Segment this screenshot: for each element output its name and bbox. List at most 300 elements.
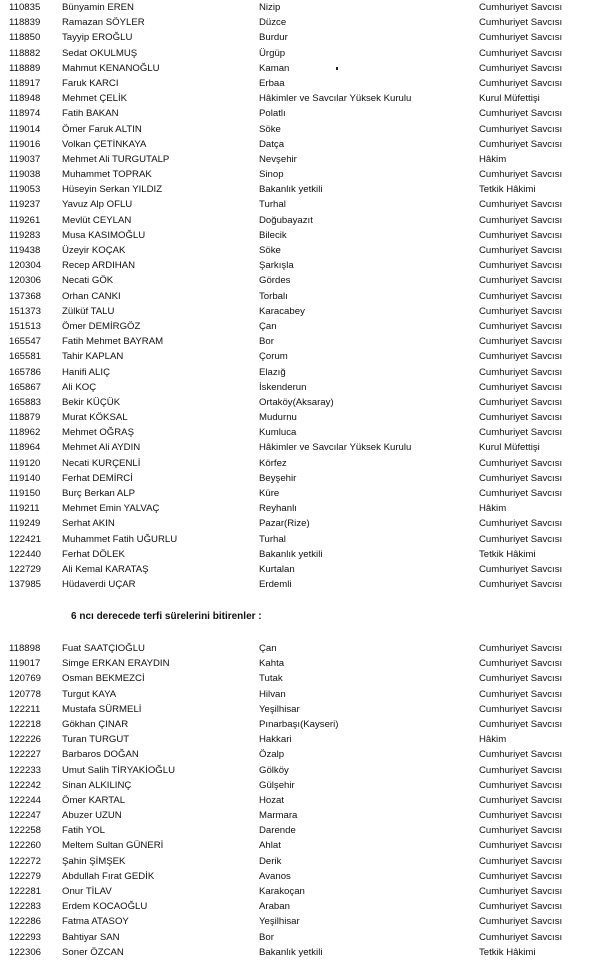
appointment-table-2 — [0, 641, 600, 960]
position-title: Cumhuriyet Savcısı — [479, 779, 563, 791]
record-id: 122283 — [9, 901, 42, 913]
table-row — [0, 137, 600, 152]
table-row — [0, 15, 600, 30]
record-id: 122421 — [9, 533, 42, 545]
assignment-place: Ürgüp — [259, 47, 286, 59]
person-name: Umut Salih TİRYAKİOĞLU — [62, 764, 176, 776]
record-id: 122233 — [9, 764, 42, 776]
assignment-place: Bor — [259, 931, 274, 943]
assignment-place: Turhal — [259, 199, 286, 211]
record-id: 122272 — [9, 855, 42, 867]
assignment-place: Ortaköy(Aksaray) — [259, 396, 334, 408]
position-title: Cumhuriyet Savcısı — [479, 870, 563, 882]
table-row — [0, 349, 600, 364]
assignment-place: Düzce — [259, 17, 287, 29]
person-name: Bekir KÜÇÜK — [62, 396, 121, 408]
record-id: 119283 — [9, 229, 41, 241]
assignment-place: Doğubayazıt — [259, 214, 313, 226]
record-id: 122281 — [9, 886, 42, 897]
table-row — [0, 687, 600, 702]
record-id: 118839 — [9, 17, 41, 29]
person-name: Ömer Faruk ALTIN — [62, 123, 142, 135]
position-title: Cumhuriyet Savcısı — [479, 533, 563, 545]
assignment-place: İskenderun — [259, 381, 307, 393]
person-name: Soner ÖZCAN — [62, 946, 124, 958]
position-title: Cumhuriyet Savcısı — [479, 488, 563, 499]
record-id: 119014 — [9, 123, 41, 135]
assignment-place: Küre — [259, 488, 280, 499]
assignment-place: Bakanlık yetkili — [259, 946, 323, 958]
record-id: 122729 — [9, 563, 42, 575]
table-row — [0, 869, 600, 884]
person-name: Sedat OKULMUŞ — [62, 47, 138, 59]
position-title: Cumhuriyet Savcısı — [479, 901, 563, 913]
person-name: Fatih YOL — [62, 825, 106, 837]
assignment-place: Hozat — [259, 794, 285, 806]
table-row — [0, 930, 600, 945]
assignment-place: Gülşehir — [259, 779, 295, 791]
table-row — [0, 899, 600, 914]
position-title: Cumhuriyet Savcısı — [479, 320, 563, 332]
record-id: 165883 — [9, 396, 42, 408]
position-title: Cumhuriyet Savcısı — [479, 916, 563, 928]
record-id: 122218 — [9, 718, 42, 730]
position-title: Cumhuriyet Savcısı — [479, 275, 563, 287]
table-row — [0, 167, 600, 182]
assignment-place: Bakanlık yetkili — [259, 548, 323, 560]
record-id: 110835 — [9, 2, 41, 13]
assignment-place: Karacabey — [259, 305, 305, 317]
person-name: Ömer KARTAL — [62, 794, 126, 806]
record-id: 122286 — [9, 916, 42, 928]
position-title: Kurul Müfettişi — [479, 93, 540, 105]
position-title: Cumhuriyet Savcısı — [479, 579, 563, 591]
table-row — [0, 334, 600, 349]
person-name: Meltem Sultan GÜNERİ — [62, 840, 164, 852]
record-id: 151513 — [9, 320, 42, 332]
assignment-place: Hâkimler ve Savcılar Yüksek Kurulu — [259, 442, 412, 454]
person-name: Hanifi ALIÇ — [62, 366, 110, 378]
table-row — [0, 945, 600, 960]
person-name: Hüdaverdi UÇAR — [62, 579, 136, 591]
position-title: Cumhuriyet Savcısı — [479, 472, 563, 484]
record-id: 119016 — [9, 138, 41, 150]
table-row — [0, 440, 600, 455]
table-row — [0, 671, 600, 686]
position-title: Cumhuriyet Savcısı — [479, 749, 563, 761]
table-row — [0, 30, 600, 45]
table-row — [0, 641, 600, 656]
assignment-place: Kumluca — [259, 427, 297, 439]
assignment-place: Gördes — [259, 275, 291, 287]
person-name: Ali Kemal KARATAŞ — [62, 563, 149, 575]
record-id: 122260 — [9, 840, 42, 852]
table-row — [0, 365, 600, 380]
person-name: Mehmet Ali TURGUTALP — [62, 153, 170, 165]
table-row — [0, 289, 600, 304]
record-id: 119438 — [9, 245, 41, 256]
assignment-place: Derik — [259, 855, 282, 867]
assignment-place: Mudurnu — [259, 412, 297, 424]
position-title: Cumhuriyet Savcısı — [479, 518, 563, 530]
assignment-place: Gölköy — [259, 764, 289, 776]
position-title: Kurul Müfettişi — [479, 442, 540, 454]
table-row — [0, 486, 600, 501]
table-row — [0, 747, 600, 762]
table-row — [0, 763, 600, 778]
position-title: Cumhuriyet Savcısı — [479, 47, 563, 59]
record-id: 151373 — [9, 305, 42, 317]
assignment-place: Özalp — [259, 749, 285, 761]
table-row — [0, 380, 600, 395]
assignment-place: Tutak — [259, 673, 283, 685]
position-title: Cumhuriyet Savcısı — [479, 643, 563, 654]
record-id: 165867 — [9, 381, 42, 393]
position-title: Cumhuriyet Savcısı — [479, 412, 563, 424]
position-title: Cumhuriyet Savcısı — [479, 260, 563, 272]
assignment-place: Pınarbaşı(Kayseri) — [259, 718, 339, 730]
assignment-place: Araban — [259, 901, 290, 913]
person-name: Mustafa SÜRMELİ — [62, 703, 142, 715]
assignment-place: Çan — [259, 643, 277, 654]
position-title: Cumhuriyet Savcısı — [479, 886, 563, 897]
record-id: 119150 — [9, 488, 41, 499]
record-id: 122211 — [9, 703, 41, 715]
table-row — [0, 76, 600, 91]
assignment-place: Polatlı — [259, 108, 286, 120]
record-id: 122227 — [9, 749, 42, 761]
position-title: Cumhuriyet Savcısı — [479, 855, 563, 867]
person-name: Gökhan ÇINAR — [62, 718, 129, 730]
table-row — [0, 501, 600, 516]
assignment-place: Yeşilhisar — [259, 703, 300, 715]
position-title: Cumhuriyet Savcısı — [479, 840, 563, 852]
table-row — [0, 182, 600, 197]
person-name: Turan TURGUT — [62, 734, 130, 746]
table-row — [0, 106, 600, 121]
record-id: 118964 — [9, 442, 41, 454]
position-title: Hâkim — [479, 734, 507, 746]
person-name: Burç Berkan ALP — [62, 488, 136, 499]
assignment-place: Marmara — [259, 810, 298, 822]
record-id: 122226 — [9, 734, 42, 746]
position-title: Cumhuriyet Savcısı — [479, 810, 563, 822]
person-name: Ferhat DÖLEK — [62, 548, 125, 560]
assignment-place: Datça — [259, 138, 285, 150]
record-id: 118889 — [9, 62, 41, 74]
position-title: Cumhuriyet Savcısı — [479, 290, 563, 302]
person-name: Mevlüt CEYLAN — [62, 214, 132, 226]
assignment-place: Çorum — [259, 351, 288, 363]
record-id: 122242 — [9, 779, 42, 791]
record-id: 122306 — [9, 946, 42, 958]
record-id: 119249 — [9, 518, 41, 530]
record-id: 118879 — [9, 412, 41, 424]
person-name: Mehmet Emin YALVAÇ — [62, 503, 160, 515]
assignment-place: Karakoçan — [259, 886, 305, 897]
person-name: Fuat SAATÇIOĞLU — [62, 643, 145, 654]
position-title: Cumhuriyet Savcısı — [479, 62, 563, 74]
table-row — [0, 717, 600, 732]
assignment-place: Bakanlık yetkili — [259, 184, 323, 196]
assignment-place: Sinop — [259, 169, 284, 181]
record-id: 119037 — [9, 153, 41, 165]
section-heading: 6 ncı derecede terfi sürelerini bitirenler : — [71, 611, 262, 622]
person-name: Murat KÖKSAL — [62, 412, 128, 424]
record-id: 122440 — [9, 548, 42, 560]
assignment-place: Erdemli — [259, 579, 292, 591]
table-row — [0, 471, 600, 486]
table-row — [0, 823, 600, 838]
assignment-place: Çan — [259, 320, 277, 332]
table-row — [0, 808, 600, 823]
position-title: Hâkim — [479, 503, 507, 515]
table-row — [0, 61, 600, 76]
record-id: 120304 — [9, 260, 42, 272]
assignment-place: Şarkışla — [259, 260, 294, 272]
table-row — [0, 778, 600, 793]
position-title: Cumhuriyet Savcısı — [479, 764, 563, 776]
assignment-place: Reyhanlı — [259, 503, 297, 515]
assignment-place: Erbaa — [259, 77, 285, 89]
record-id: 119053 — [9, 184, 41, 196]
position-title: Cumhuriyet Savcısı — [479, 825, 563, 837]
position-title: Cumhuriyet Savcısı — [479, 2, 563, 13]
record-id: 119038 — [9, 169, 41, 181]
person-name: Abuzer UZUN — [62, 810, 122, 822]
assignment-place: Söke — [259, 123, 281, 135]
table-row — [0, 914, 600, 929]
record-id: 118948 — [9, 93, 41, 105]
assignment-place: Körfez — [259, 457, 287, 469]
position-title: Cumhuriyet Savcısı — [479, 673, 563, 685]
person-name: Zülküf TALU — [62, 305, 115, 317]
position-title: Tetkik Hâkimi — [479, 548, 536, 560]
assignment-place: Söke — [259, 245, 281, 256]
person-name: Fatih Mehmet BAYRAM — [62, 336, 164, 348]
assignment-place: Bor — [259, 336, 274, 348]
assignment-place: Bilecik — [259, 229, 287, 241]
person-name: Tayyip EROĞLU — [62, 32, 133, 44]
person-name: Bahtiyar SAN — [62, 931, 120, 943]
position-title: Cumhuriyet Savcısı — [479, 794, 563, 806]
position-title: Hâkim — [479, 153, 507, 165]
assignment-place: Torbalı — [259, 290, 288, 302]
table-row — [0, 243, 600, 258]
record-id: 122244 — [9, 794, 42, 806]
position-title: Cumhuriyet Savcısı — [479, 108, 563, 120]
record-id: 118962 — [9, 427, 41, 439]
position-title: Cumhuriyet Savcısı — [479, 351, 563, 363]
position-title: Cumhuriyet Savcısı — [479, 123, 563, 135]
person-name: Mehmet OĞRAŞ — [62, 427, 134, 439]
record-id: 119211 — [9, 503, 40, 515]
assignment-place: Darende — [259, 825, 296, 837]
person-name: Faruk KARCI — [62, 77, 119, 89]
position-title: Cumhuriyet Savcısı — [479, 381, 563, 393]
position-title: Tetkik Hâkimi — [479, 184, 536, 196]
record-id: 165547 — [9, 336, 42, 348]
person-name: Barbaros DOĞAN — [62, 749, 139, 761]
person-name: Serhat AKIN — [62, 518, 115, 530]
table-row — [0, 656, 600, 671]
record-id: 137368 — [9, 290, 42, 302]
person-name: Turgut KAYA — [62, 688, 117, 700]
person-name: Simge ERKAN ERAYDIN — [62, 658, 170, 670]
person-name: Yavuz Alp OFLU — [62, 199, 133, 211]
assignment-place: Beyşehir — [259, 472, 297, 484]
position-title: Cumhuriyet Savcısı — [479, 457, 563, 469]
assignment-place: Nevşehir — [259, 153, 297, 165]
table-row — [0, 838, 600, 853]
assignment-place: Ahlat — [259, 840, 281, 852]
person-name: Tahir KAPLAN — [62, 351, 124, 363]
person-name: Ali KOÇ — [62, 381, 97, 393]
record-id: 122247 — [9, 810, 42, 822]
position-title: Cumhuriyet Savcısı — [479, 563, 563, 575]
record-id: 137985 — [9, 579, 42, 591]
person-name: Muhammet TOPRAK — [62, 169, 152, 181]
table-row — [0, 0, 600, 15]
position-title: Cumhuriyet Savcısı — [479, 658, 563, 670]
table-row — [0, 532, 600, 547]
person-name: Ferhat DEMİRCİ — [62, 472, 133, 484]
position-title: Cumhuriyet Savcısı — [479, 245, 563, 256]
position-title: Cumhuriyet Savcısı — [479, 688, 563, 700]
table-row — [0, 46, 600, 61]
record-id: 118974 — [9, 108, 41, 120]
assignment-place: Kahta — [259, 658, 285, 670]
table-row — [0, 197, 600, 212]
record-id: 119120 — [9, 457, 41, 469]
record-id: 165786 — [9, 366, 42, 378]
position-title: Cumhuriyet Savcısı — [479, 703, 563, 715]
assignment-place: Pazar(Rize) — [259, 518, 310, 530]
table-row — [0, 319, 600, 334]
person-name: Fatma ATASOY — [62, 916, 129, 928]
position-title: Cumhuriyet Savcısı — [479, 931, 563, 943]
position-title: Cumhuriyet Savcısı — [479, 229, 563, 241]
table-row — [0, 456, 600, 471]
person-name: Recep ARDIHAN — [62, 260, 136, 272]
table-row — [0, 91, 600, 106]
table-row — [0, 122, 600, 137]
scan-speck — [336, 67, 338, 70]
table-row — [0, 258, 600, 273]
record-id: 120778 — [9, 688, 42, 700]
person-name: Ramazan SÖYLER — [62, 17, 145, 29]
assignment-place: Burdur — [259, 32, 288, 44]
position-title: Cumhuriyet Savcısı — [479, 32, 563, 44]
record-id: 122279 — [9, 870, 42, 882]
record-id: 118917 — [9, 77, 41, 89]
table-row — [0, 152, 600, 167]
position-title: Cumhuriyet Savcısı — [479, 199, 563, 211]
person-name: Necati GÖK — [62, 275, 114, 287]
person-name: Bünyamin EREN — [62, 2, 134, 13]
person-name: Musa KASIMOĞLU — [62, 229, 146, 241]
table-row — [0, 228, 600, 243]
person-name: Mehmet ÇELİK — [62, 93, 128, 105]
table-row — [0, 702, 600, 717]
person-name: Mehmet Ali AYDIN — [62, 442, 141, 454]
person-name: Orhan CANKI — [62, 290, 121, 302]
record-id: 120306 — [9, 275, 42, 287]
record-id: 119017 — [9, 658, 41, 670]
assignment-place: Kurtalan — [259, 563, 295, 575]
table-row — [0, 562, 600, 577]
table-row — [0, 213, 600, 228]
assignment-place: Nizip — [259, 2, 281, 13]
assignment-place: Avanos — [259, 870, 291, 882]
person-name: Ömer DEMİRGÖZ — [62, 320, 141, 332]
person-name: Erdem KOCAOĞLU — [62, 901, 148, 913]
table-row — [0, 793, 600, 808]
position-title: Tetkik Hâkimi — [479, 946, 536, 958]
table-row — [0, 884, 600, 899]
position-title: Cumhuriyet Savcısı — [479, 169, 563, 181]
table-row — [0, 410, 600, 425]
assignment-place: Elazığ — [259, 366, 286, 378]
table-row — [0, 516, 600, 531]
record-id: 122293 — [9, 931, 42, 943]
record-id: 120769 — [9, 673, 42, 685]
person-name: Sinan ALKILINÇ — [62, 779, 132, 791]
position-title: Cumhuriyet Savcısı — [479, 214, 563, 226]
person-name: Üzeyir KOÇAK — [62, 245, 126, 256]
record-id: 118850 — [9, 32, 41, 44]
person-name: Hüseyin Serkan YILDIZ — [62, 184, 163, 196]
assignment-place: Hilvan — [259, 688, 286, 700]
record-id: 119140 — [9, 472, 41, 484]
position-title: Cumhuriyet Savcısı — [479, 336, 563, 348]
person-name: Necati KURÇENLİ — [62, 457, 141, 469]
position-title: Cumhuriyet Savcısı — [479, 718, 563, 730]
table-row — [0, 732, 600, 747]
assignment-place: Kaman — [259, 62, 290, 74]
record-id: 118898 — [9, 643, 41, 654]
position-title: Cumhuriyet Savcısı — [479, 396, 563, 408]
person-name: Osman BEKMEZCİ — [62, 673, 145, 685]
person-name: Abdullah Fırat GEDİK — [62, 870, 155, 882]
table-row — [0, 395, 600, 410]
person-name: Volkan ÇETİNKAYA — [62, 138, 147, 150]
table-row — [0, 547, 600, 562]
table-row — [0, 577, 600, 592]
person-name: Şahin ŞİMŞEK — [62, 855, 126, 867]
person-name: Mahmut KENANOĞLU — [62, 62, 160, 74]
person-name: Muhammet Fatih UĞURLU — [62, 533, 178, 545]
table-row — [0, 273, 600, 288]
record-id: 165581 — [9, 351, 42, 363]
position-title: Cumhuriyet Savcısı — [479, 305, 563, 317]
assignment-place: Yeşilhisar — [259, 916, 300, 928]
position-title: Cumhuriyet Savcısı — [479, 138, 563, 150]
position-title: Cumhuriyet Savcısı — [479, 427, 563, 439]
record-id: 118882 — [9, 47, 41, 59]
table-row — [0, 854, 600, 869]
assignment-place: Hakkari — [259, 734, 292, 746]
record-id: 119237 — [9, 199, 41, 211]
position-title: Cumhuriyet Savcısı — [479, 366, 563, 378]
position-title: Cumhuriyet Savcısı — [479, 17, 563, 29]
person-name: Onur TİLAV — [62, 886, 112, 897]
table-row — [0, 304, 600, 319]
person-name: Fatih BAKAN — [62, 108, 119, 120]
record-id: 122258 — [9, 825, 42, 837]
record-id: 119261 — [9, 214, 41, 226]
position-title: Cumhuriyet Savcısı — [479, 77, 563, 89]
